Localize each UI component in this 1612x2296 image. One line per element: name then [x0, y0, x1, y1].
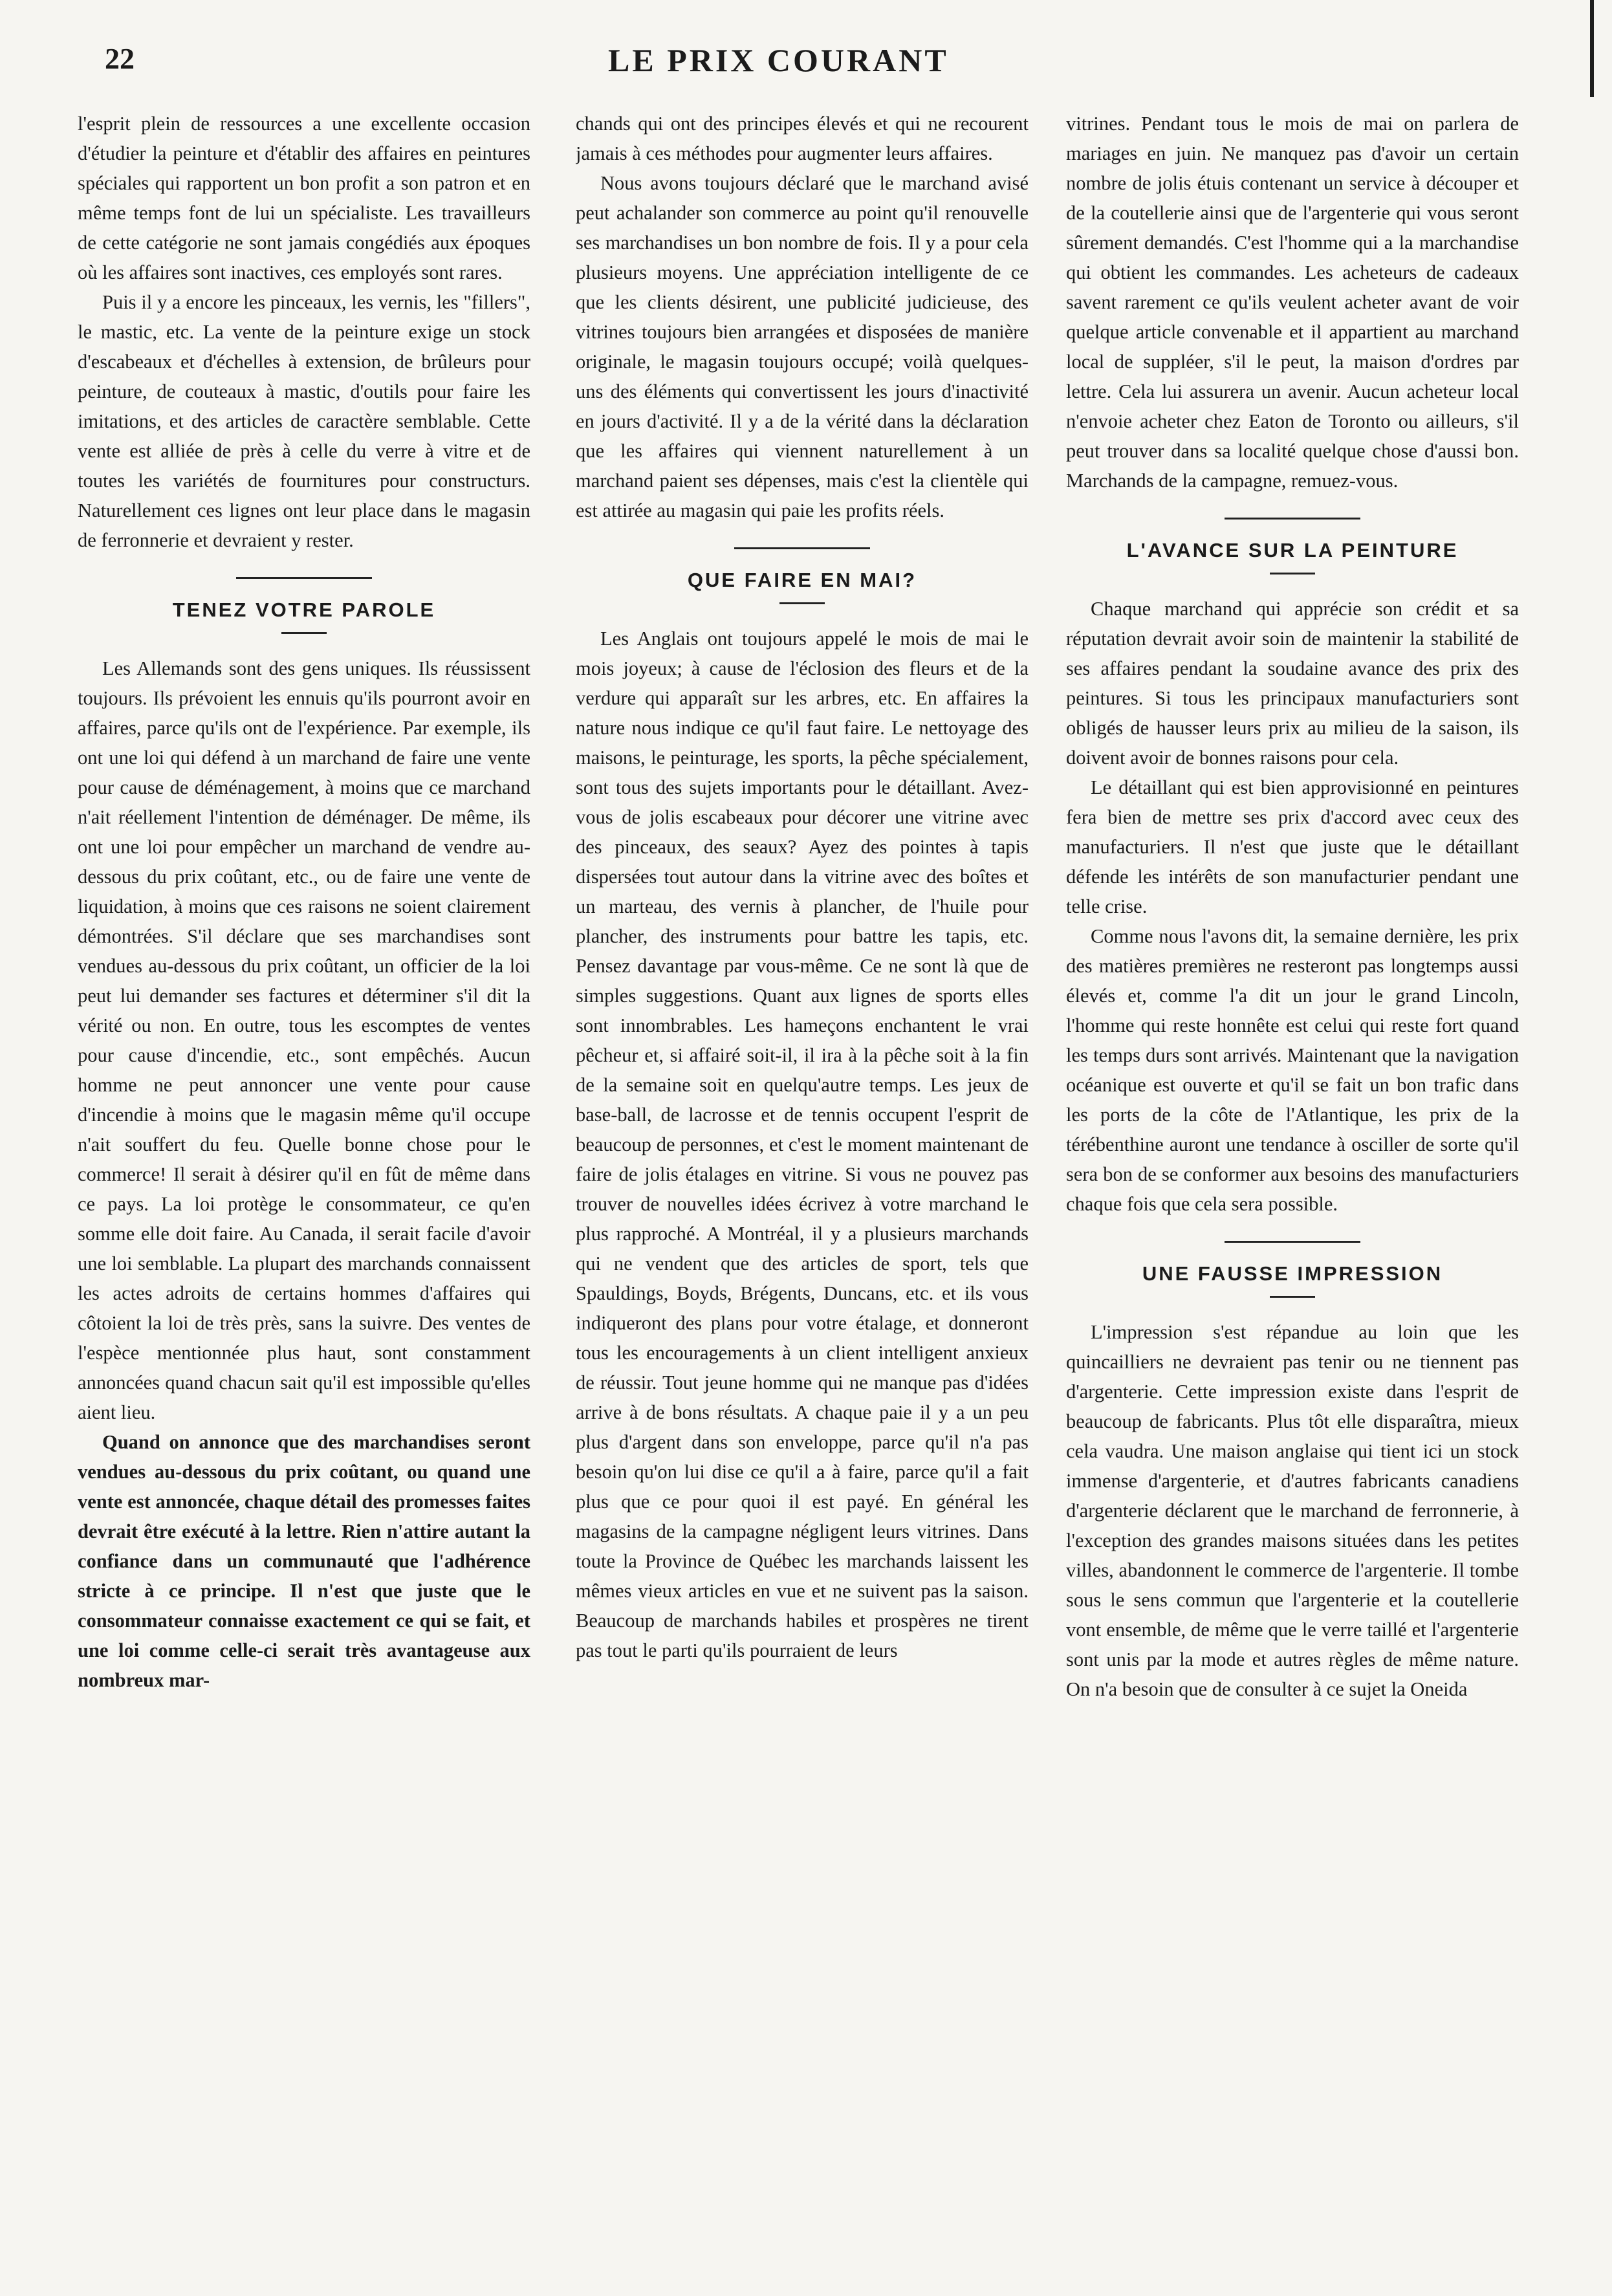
- article-title: L'AVANCE SUR LA PEINTURE: [1126, 539, 1459, 562]
- title-rule: [1270, 573, 1315, 574]
- paragraph: Nous avons toujours déclaré que le marchand avisé peut achalander son commerce au point qu'il renouvelle ses marchandises un bon nombre de fois. Il y a pour cela plusieurs moyens. Une appréciation intelligente de ce que les clients désirent, une publicité judicieuse, des vitrines toujours bien arrangées et disposées de manière originale, le magasin toujours occupé; voilà quelques-uns des éléments qui convertissent les jours d'inactivité en jours d'activité. Il y a de la vérité dans la déclaration que les affaires qui viennent naturellement à un marchand paient ses dépenses, mais c'est la clientèle qui est attirée au magasin qui paie les profits réels.: [576, 172, 1029, 521]
- page-number: 22: [105, 42, 135, 75]
- separator-rule: [734, 547, 870, 549]
- paragraph: Les Anglais ont toujours appelé le mois de mai le mois joyeux; à cause de l'éclosion des fleurs et de la verdure qui apparaît sur les arbres, etc. En affaires la nature nous indique ce qu'il faut faire. Le nettoyage des maisons, le peinturage, les sports, la pêche spécialement, sont tous des sujets importants pour le détaillant. Avez-vous de jolis escabeaux pour décorer une vitrine avec des pinceaux, des seaux? Ayez des pointes à tapis dispersées tout autour dans la vitrine avec des boîtes et un marteau, des vernis à plancher, de l'huile pour plancher, des instruments pour battre les tapis, etc. Pensez davantage par vous-même. Ce ne sont là que de simples suggestions. Quant aux lignes de sports elles sont innombrables. Les hameçons enchantent le vrai pêcheur et, si affairé soit-il, il ira à la pêche soit à la fin de la semaine soit en quelqu'autre temps. Les jeux de base-ball, de lacrosse et de tennis occupent l'esprit de beaucoup de personnes, et c'est le moment maintenant de faire de jolis étalages en vitrine. Si vous ne pouvez pas trouver de nouvelles idées écrivez à votre marchand le plus rapproché. A Montréal, il y a plusieurs marchands qui ne vendent que des articles de sport, tels que Spauldings, Boyds, Brégents, Duncans, etc. et ils vous indiqueront des plans pour votre étalage, et donneront tous les encouragements à un client intelligent anxieux de réussir. Tout jeune homme qui ne manque pas d'idées arrive à de bons résultats. A chaque paie il y a un peu plus d'argent dans son enveloppe, parce qu'il n'a pas besoin qu'on lui dise ce qu'il a à faire, parce qu'il a fait plus que ce pour quoi il est payé. En général les magasins de la campagne négligent leurs vitrines. Dans toute la Province de Québec les marchands laissent les mêmes vieux articles en vue et ne suivent pas la saison. Beaucoup de marchands habiles et prospères ne tirent pas tout le parti qu'ils pourraient de leurs: [576, 628, 1029, 1661]
- separator-rule: [1225, 1241, 1360, 1243]
- article-title: UNE FAUSSE IMPRESSION: [1142, 1262, 1443, 1285]
- column-1: [78, 109, 530, 2269]
- paragraph: Les Allemands sont des gens uniques. Ils réussissent toujours. Ils prévoient les ennuis qu'ils pourront avoir en affaires, parce qu'ils ont de l'expérience. Par exemple, ils ont une loi qui défend à un marchand de faire une vente pour cause de déménagement, à moins que ce marchand n'ait réellement l'intention de déménager. De même, ils ont une loi pour empêcher un marchand de vendre au-dessous du prix coûtant, etc., ou de faire une vente de liquidation, à moins que ces raisons ne soient clairement démontrées. S'il déclare que ses marchandises sont vendues au-dessous du prix coûtant, un officier de la loi peut lui demander ses factures et déterminer s'il dit la vérité ou non. En outre, tous les escomptes de ventes pour cause d'incendie, etc., sont empêchés. Aucun homme ne peut annoncer une vente pour cause d'incendie à moins que le magasin même qu'il occupe n'ait souffert du feu. Quelle bonne chose pour le commerce! Il serait à désirer qu'il en fût de même dans ce pays. La loi protège le consommateur, ce qu'en somme elle doit faire. Au Canada, il serait facile d'avoir une loi semblable. La plupart des marchands connaissent les actes adroits de certains hommes d'affaires qui côtoient la loi de très près, sans la suivre. Des ventes de l'espèce mentionnée plus haut, sont constamment annoncées quand chacun sait qu'il est impossible qu'elles aient lieu.: [78, 657, 530, 1423]
- article-title: QUE FAIRE EN MAI?: [687, 569, 917, 591]
- separator-rule: [1225, 518, 1360, 519]
- paragraph: Chaque marchand qui apprécie son crédit et sa réputation devrait avoir soin de maintenir la stabilité de ses affaires pendant la soudaine avance des prix des peintures. Si tous les principaux manufacturiers sont obligés de hausser leurs prix au milieu de la saison, ils doivent avoir de bonnes raisons pour cela.: [1066, 598, 1519, 769]
- paragraph: L'impression s'est répandue au loin que les quincailliers ne devraient pas tenir ou ne tiennent pas d'argenterie. Cette impression existe dans l'esprit de beaucoup de fabricants. Plus tôt elle disparaîtra, mieux cela vaudra. Une maison anglaise qui tient ici un stock immense d'argenterie, et d'autres fabricants canadiens d'argenterie déclarent que le marchand de ferronnerie, à l'exception des grandes maisons situées dans les petites villes, abandonnent le commerce de l'argenterie. Il tombe sous le sens commun que l'argenterie et la coutellerie vont ensemble, de même que le verre taillé et l'argenterie sont unis par la mode et autres règles de même nature. On n'a besoin que de consulter à ce sujet la Oneida: [1066, 1321, 1519, 1700]
- article-title: TENEZ VOTRE PAROLE: [172, 598, 436, 621]
- running-title: LE PRIX COURANT: [608, 42, 949, 78]
- paragraph: vitrines. Pendant tous le mois de mai on parlera de mariages en juin. Ne manquez pas d'avoir un certain nombre de jolis étuis contenant un service à découper et de la coutellerie ainsi que de l'argenterie qui vous seront sûrement demandés. C'est l'homme qui a la marchandise qui obtient les commandes. Les acheteurs de cadeaux savent rarement ce qu'ils veulent acheter avant de voir quelque article convenable et il appartient au marchand local de suppléer, s'il le peut, la maison d'ordres par lettre. Cela lui assurera un avenir. Aucun acheteur local n'envoie acheter chez Eaton de Toronto ou ailleurs, s'il peut trouver dans sa localité quelque chose d'aussi bon. Marchands de la campagne, remuez-vous.: [1066, 113, 1519, 492]
- title-rule: [779, 602, 825, 604]
- column-2: [576, 109, 1029, 2269]
- paragraph: Le détaillant qui est bien approvisionné en peintures fera bien de mettre ses prix d'accord avec ceux des manufacturiers. Il n'est que juste que le détaillant défende les intérêts de son manufacturier pendant une telle crise.: [1066, 776, 1519, 917]
- paragraph: chands qui ont des principes élevés et qui ne recourent jamais à ces méthodes pour augmenter leurs affaires.: [576, 113, 1029, 164]
- title-rule: [1270, 1296, 1315, 1298]
- paragraph: l'esprit plein de ressources a une excellente occasion d'étudier la peinture et d'établir des affaires en peintures spéciales qui rapportent un bon profit a son patron et en même temps font de lui un spécialiste. Les travailleurs de cette catégorie ne sont jamais congédiés aux époques où les affaires sont inactives, ces employés sont rares.: [78, 113, 530, 283]
- paragraph: Quand on annonce que des marchandises seront vendues au-dessous du prix coûtant, ou quand une vente est annoncée, chaque détail des promesses faites devrait être exécuté à la lettre. Rien n'attire autant la confiance dans un communauté que l'adhérence stricte à ce principe. Il n'est que juste que le consommateur connaisse exactement ce qui se fait, et une loi comme celle-ci serait très avantageuse aux nombreux mar-: [78, 1431, 530, 1691]
- edge-rule: [1590, 0, 1594, 97]
- separator-rule: [236, 577, 372, 579]
- paragraph: Comme nous l'avons dit, la semaine dernière, les prix des matières premières ne resteront pas longtemps aussi élevés et, comme l'a dit un jour le grand Lincoln, l'homme qui reste honnête est celui qui reste fort quand les temps durs sont arrivés. Maintenant que la navigation océanique est ouverte et qu'il se fait un bon trafic dans les ports de la côte de l'Atlantique, les prix de la térébenthine auront une tendance à osciller de sorte qu'il sera bon de se conformer aux besoins des manufacturiers chaque fois que cela sera possible.: [1066, 925, 1519, 1215]
- title-rule: [281, 632, 327, 634]
- paragraph: Puis il y a encore les pinceaux, les vernis, les "fillers", le mastic, etc. La vente de la peinture exige un stock d'escabeaux et d'échelles à extension, de brûleurs pour peinture, de couteaux à mastic, d'outils pour faire les imitations, et des articles de caractère semblable. Cette vente est alliée de près à celle du verre à vitre et de toutes les variétés de fournitures pour constructurs. Naturellement ces lignes ont leur place dans le magasin de ferronnerie et devraient y rester.: [78, 291, 530, 551]
- column-3: [1066, 109, 1519, 2269]
